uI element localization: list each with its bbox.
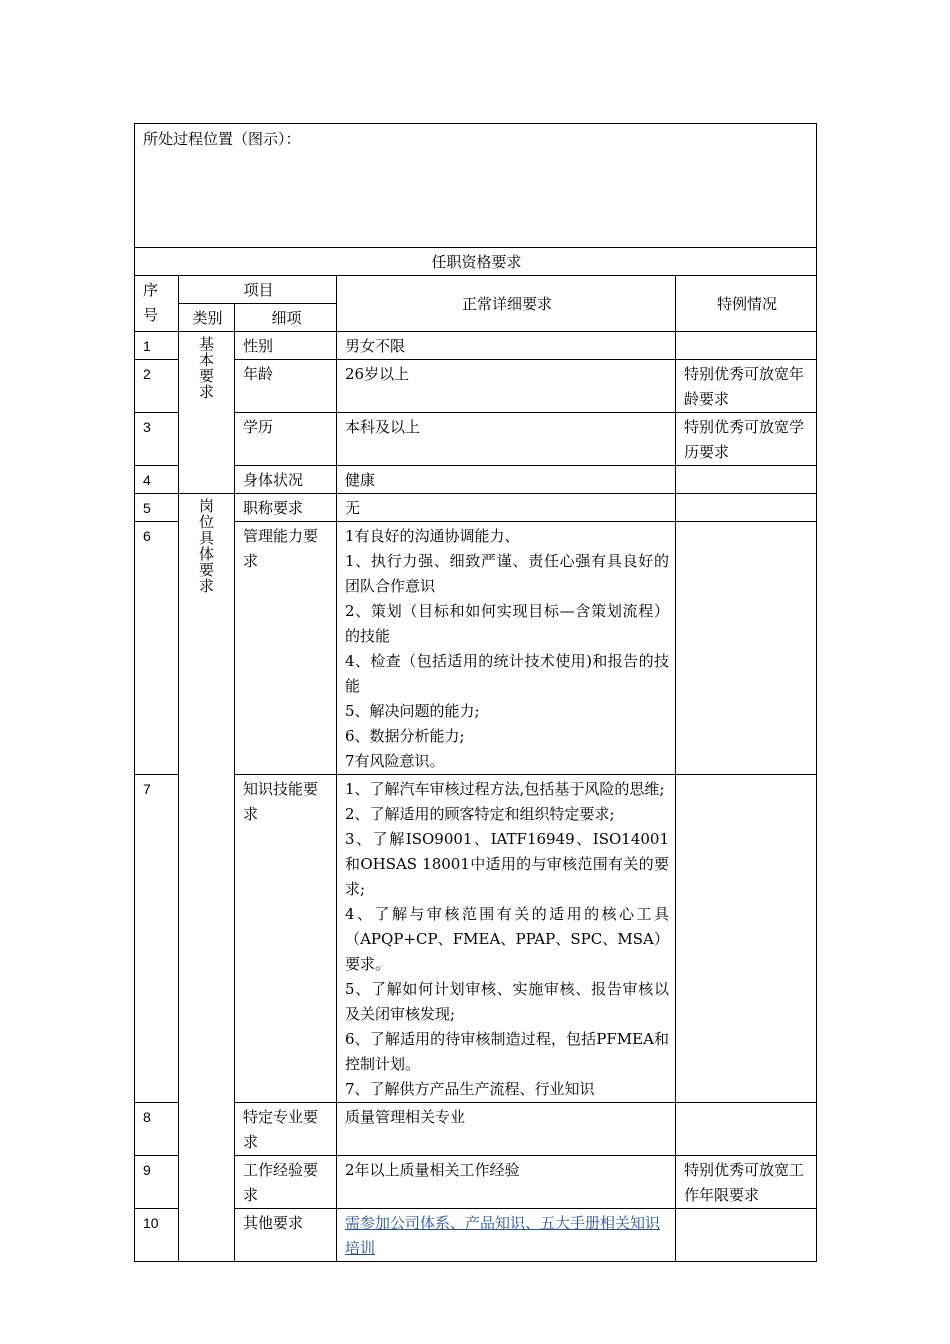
requirement-line: 1有良好的沟通协调能力、 — [345, 527, 520, 545]
row-number: 5 — [135, 494, 179, 522]
row-detail: 特定专业要求 — [235, 1103, 337, 1156]
header-seq: 序号 — [135, 276, 179, 332]
row-normal — [337, 775, 676, 1103]
row-number: 8 — [135, 1103, 179, 1156]
row-number: 10 — [135, 1209, 179, 1262]
row-exception — [676, 775, 817, 1103]
table-row — [135, 413, 817, 466]
row-exception: 特别优秀可放宽工作年限要求 — [676, 1156, 817, 1209]
row-exception — [676, 466, 817, 494]
row-normal: 26岁以上 — [337, 360, 676, 413]
table-row — [135, 1156, 817, 1209]
row-detail: 其他要求 — [235, 1209, 337, 1262]
training-requirement-link[interactable]: 需参加公司体系、产品知识、五大手册相关知识培训 — [345, 1214, 661, 1257]
header-exception: 特例情况 — [676, 276, 817, 332]
header-detail: 细项 — [235, 304, 337, 332]
row-normal: 无 — [337, 494, 676, 522]
row-detail: 身体状况 — [235, 466, 337, 494]
requirement-line: 4、了解与审核范围有关的适用的核心工具（APQP+CP、FMEA、PPAP、SPC、MSA）要求。 — [345, 905, 669, 973]
header-category: 类别 — [179, 304, 235, 332]
table-row — [135, 522, 817, 775]
process-location-label: 所处过程位置（图示）： — [143, 130, 301, 148]
row-exception: 特别优秀可放宽年龄要求 — [676, 360, 817, 413]
row-detail: 学历 — [235, 413, 337, 466]
section-title: 任职资格要求 — [135, 248, 817, 276]
requirements-table — [134, 123, 817, 1262]
job-requirements-document — [134, 123, 816, 1262]
row-exception — [676, 1103, 817, 1156]
table-row — [135, 1103, 817, 1156]
row-detail: 职称要求 — [235, 494, 337, 522]
header-item: 项目 — [179, 276, 337, 304]
requirement-line: 4、检查（包括适用的统计技术使用)和报告的技能 — [345, 652, 669, 695]
row-normal — [337, 522, 676, 775]
row-number: 9 — [135, 1156, 179, 1209]
row-normal: 质量管理相关专业 — [337, 1103, 676, 1156]
category-basic-label: 基本要求 — [198, 335, 214, 401]
row-exception — [676, 1209, 817, 1262]
requirement-line: 5、了解如何计划审核、实施审核、报告审核以及关闭审核发现; — [345, 980, 669, 1023]
section-title-row — [135, 248, 817, 276]
requirement-line: 2、策划（目标和如何实现目标—含策划流程）的技能 — [345, 602, 669, 645]
requirement-line: 2、了解适用的顾客特定和组织特定要求; — [345, 805, 615, 823]
category-post — [179, 494, 235, 1262]
category-basic — [179, 332, 235, 494]
row-exception — [676, 522, 817, 775]
row-number: 6 — [135, 522, 179, 775]
row-detail: 管理能力要求 — [235, 522, 337, 775]
table-row — [135, 494, 817, 522]
table-row — [135, 775, 817, 1103]
row-number: 1 — [135, 332, 179, 360]
row-number: 7 — [135, 775, 179, 1103]
requirement-line: 7、了解供方产品生产流程、行业知识 — [345, 1080, 595, 1098]
row-normal: 本科及以上 — [337, 413, 676, 466]
row-number: 2 — [135, 360, 179, 413]
row-detail: 知识技能要求 — [235, 775, 337, 1103]
header-normal: 正常详细要求 — [337, 276, 676, 332]
row-detail: 工作经验要求 — [235, 1156, 337, 1209]
row-normal: 2年以上质量相关工作经验 — [337, 1156, 676, 1209]
table-row — [135, 1209, 817, 1262]
table-row — [135, 332, 817, 360]
table-row — [135, 466, 817, 494]
category-post-label: 岗位具体要求 — [198, 497, 214, 595]
row-normal: 健康 — [337, 466, 676, 494]
row-normal — [337, 1209, 676, 1262]
row-number: 4 — [135, 466, 179, 494]
requirement-line: 5、解决问题的能力; — [345, 702, 480, 720]
requirement-line: 6、了解适用的待审核制造过程，包括PFMEA和控制计划。 — [345, 1030, 669, 1073]
table-row — [135, 360, 817, 413]
requirement-line: 6、数据分析能力; — [345, 727, 465, 745]
row-normal: 男女不限 — [337, 332, 676, 360]
requirement-line: 1、了解汽车审核过程方法,包括基于风险的思维; — [345, 780, 665, 798]
requirement-line: 3、了解ISO9001、IATF16949、ISO14001和OHSAS 18001中适用的与审核范围有关的要求; — [345, 830, 669, 898]
row-detail: 性别 — [235, 332, 337, 360]
location-row — [135, 124, 817, 248]
row-exception: 特别优秀可放宽学历要求 — [676, 413, 817, 466]
requirement-line: 1、执行力强、细致严谨、责任心强有具良好的团队合作意识 — [345, 552, 669, 595]
header-row-1 — [135, 276, 817, 304]
process-location-cell — [135, 124, 817, 248]
row-detail: 年龄 — [235, 360, 337, 413]
row-exception — [676, 494, 817, 522]
requirement-line: 7有风险意识。 — [345, 752, 445, 770]
row-number: 3 — [135, 413, 179, 466]
row-exception — [676, 332, 817, 360]
